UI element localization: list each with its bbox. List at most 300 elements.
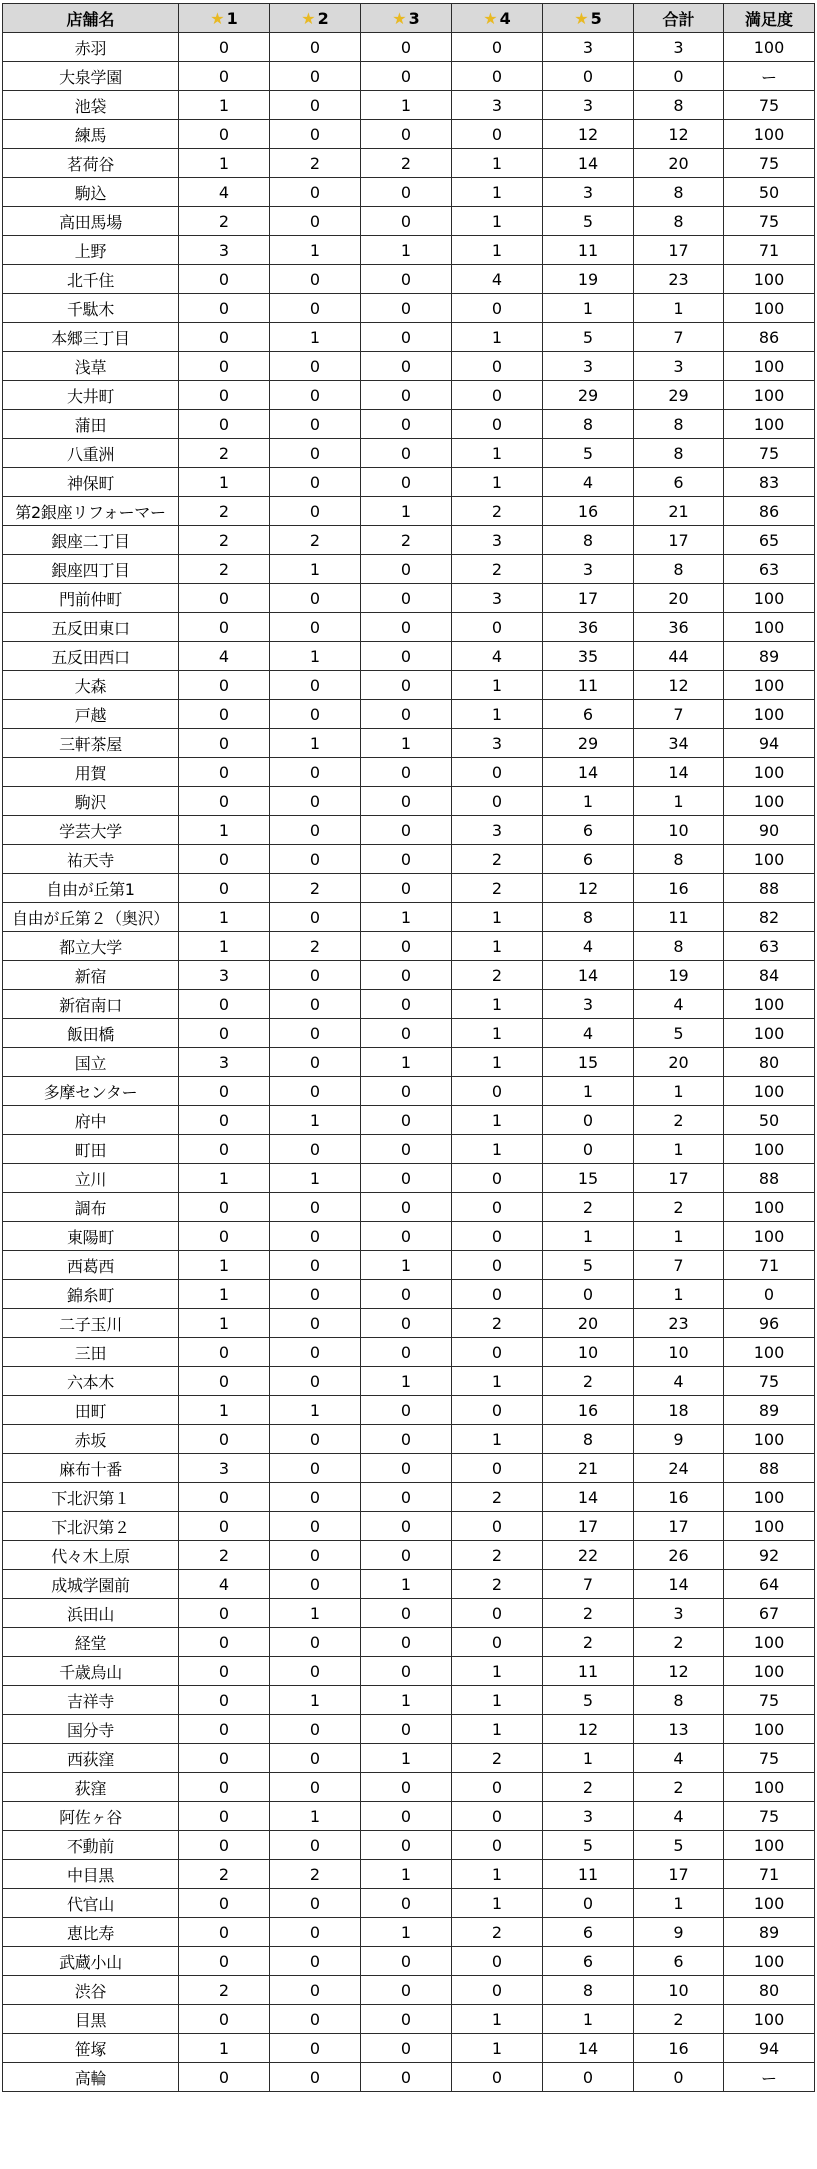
star-2-count: 0 xyxy=(270,120,361,149)
total-count: 2 xyxy=(634,1628,724,1657)
table-row xyxy=(3,323,815,352)
star-4-count: 1 xyxy=(452,236,543,265)
total-count: 10 xyxy=(634,1976,724,2005)
star-4-count: 0 xyxy=(452,33,543,62)
table-row xyxy=(3,1164,815,1193)
star-3-count: 0 xyxy=(361,1599,452,1628)
star-5-count: 6 xyxy=(543,1947,634,1976)
store-name: 西荻窪 xyxy=(3,1744,179,1773)
table-row xyxy=(3,1628,815,1657)
star-2-count: 0 xyxy=(270,468,361,497)
store-name: 下北沢第２ xyxy=(3,1512,179,1541)
table-row xyxy=(3,1657,815,1686)
star-1-count: 1 xyxy=(179,1396,270,1425)
store-name: 千歳烏山 xyxy=(3,1657,179,1686)
store-name: 用賀 xyxy=(3,758,179,787)
star-2-count: 0 xyxy=(270,410,361,439)
satisfaction-value: 80 xyxy=(724,1976,815,2005)
satisfaction-value: 100 xyxy=(724,1512,815,1541)
star-3-count: 0 xyxy=(361,1889,452,1918)
star-5-count: 14 xyxy=(543,149,634,178)
total-count: 5 xyxy=(634,1831,724,1860)
star-3-count: 0 xyxy=(361,1773,452,1802)
satisfaction-value: 100 xyxy=(724,410,815,439)
star-3-count: 2 xyxy=(361,526,452,555)
total-count: 18 xyxy=(634,1396,724,1425)
star-1-count: 2 xyxy=(179,555,270,584)
star-4-count: 1 xyxy=(452,1106,543,1135)
total-count: 8 xyxy=(634,91,724,120)
star-4-count: 0 xyxy=(452,294,543,323)
store-name: 都立大学 xyxy=(3,932,179,961)
store-name: 笹塚 xyxy=(3,2034,179,2063)
total-count: 5 xyxy=(634,1019,724,1048)
star-5-count: 3 xyxy=(543,352,634,381)
store-name: 高輪 xyxy=(3,2063,179,2092)
table-row xyxy=(3,1889,815,1918)
star-1-count: 0 xyxy=(179,1193,270,1222)
star-5-count: 17 xyxy=(543,1512,634,1541)
star-1-count: 0 xyxy=(179,381,270,410)
table-row xyxy=(3,1541,815,1570)
header-star-4 xyxy=(452,4,543,33)
star-1-count: 0 xyxy=(179,1947,270,1976)
satisfaction-value: ー xyxy=(724,2063,815,2092)
star-5-count: 1 xyxy=(543,2005,634,2034)
store-name: 経堂 xyxy=(3,1628,179,1657)
total-count: 12 xyxy=(634,1657,724,1686)
header-star-4-label: 4 xyxy=(499,8,511,28)
star-1-count: 0 xyxy=(179,1599,270,1628)
table-row xyxy=(3,1106,815,1135)
star-3-count: 0 xyxy=(361,1425,452,1454)
star-4-count: 0 xyxy=(452,1628,543,1657)
star-5-count: 0 xyxy=(543,1889,634,1918)
star-1-count: 2 xyxy=(179,1541,270,1570)
table-row xyxy=(3,468,815,497)
star-1-count: 0 xyxy=(179,1773,270,1802)
star-4-count: 2 xyxy=(452,961,543,990)
store-name: 麻布十番 xyxy=(3,1454,179,1483)
store-name: 三軒茶屋 xyxy=(3,729,179,758)
star-2-count: 1 xyxy=(270,236,361,265)
total-count: 8 xyxy=(634,555,724,584)
satisfaction-value: 100 xyxy=(724,1889,815,1918)
star-5-count: 4 xyxy=(543,1019,634,1048)
satisfaction-value: 100 xyxy=(724,700,815,729)
table-row xyxy=(3,758,815,787)
total-count: 16 xyxy=(634,874,724,903)
table-row xyxy=(3,990,815,1019)
star-3-count: 0 xyxy=(361,642,452,671)
star-5-count: 11 xyxy=(543,1657,634,1686)
satisfaction-value: 100 xyxy=(724,1831,815,1860)
star-5-count: 3 xyxy=(543,555,634,584)
star-3-count: 0 xyxy=(361,845,452,874)
star-4-count: 1 xyxy=(452,468,543,497)
star-2-count: 0 xyxy=(270,1715,361,1744)
star-2-count: 0 xyxy=(270,1048,361,1077)
total-count: 16 xyxy=(634,1483,724,1512)
star-2-count: 0 xyxy=(270,439,361,468)
star-3-count: 0 xyxy=(361,294,452,323)
table-row xyxy=(3,1367,815,1396)
satisfaction-value: 100 xyxy=(724,33,815,62)
star-4-count: 1 xyxy=(452,903,543,932)
total-count: 19 xyxy=(634,961,724,990)
satisfaction-value: 100 xyxy=(724,120,815,149)
total-count: 4 xyxy=(634,1744,724,1773)
store-name: 東陽町 xyxy=(3,1222,179,1251)
table-row xyxy=(3,1860,815,1889)
star-4-count: 0 xyxy=(452,613,543,642)
satisfaction-value: 100 xyxy=(724,1657,815,1686)
satisfaction-value: 100 xyxy=(724,584,815,613)
star-5-count: 0 xyxy=(543,1106,634,1135)
header-satisfaction: 満足度 xyxy=(724,4,815,33)
total-count: 21 xyxy=(634,497,724,526)
star-icon: ★ xyxy=(210,8,225,28)
star-4-count: 3 xyxy=(452,91,543,120)
table-row xyxy=(3,1396,815,1425)
table-row xyxy=(3,381,815,410)
star-4-count: 1 xyxy=(452,2005,543,2034)
star-icon: ★ xyxy=(392,8,407,28)
star-1-count: 1 xyxy=(179,468,270,497)
star-5-count: 12 xyxy=(543,874,634,903)
table-row xyxy=(3,410,815,439)
star-3-count: 0 xyxy=(361,1164,452,1193)
total-count: 16 xyxy=(634,2034,724,2063)
satisfaction-value: 100 xyxy=(724,1135,815,1164)
satisfaction-value: 100 xyxy=(724,352,815,381)
star-5-count: 3 xyxy=(543,178,634,207)
total-count: 20 xyxy=(634,584,724,613)
star-1-count: 1 xyxy=(179,1309,270,1338)
star-4-count: 1 xyxy=(452,990,543,1019)
table-row xyxy=(3,2063,815,2092)
star-5-count: 0 xyxy=(543,62,634,91)
star-3-count: 0 xyxy=(361,961,452,990)
star-1-count: 1 xyxy=(179,1280,270,1309)
header-star-5 xyxy=(543,4,634,33)
star-1-count: 2 xyxy=(179,439,270,468)
star-1-count: 1 xyxy=(179,149,270,178)
star-5-count: 12 xyxy=(543,120,634,149)
star-5-count: 20 xyxy=(543,1309,634,1338)
star-4-count: 1 xyxy=(452,1425,543,1454)
table-row xyxy=(3,1077,815,1106)
satisfaction-value: 88 xyxy=(724,1164,815,1193)
star-5-count: 5 xyxy=(543,1251,634,1280)
star-5-count: 11 xyxy=(543,671,634,700)
store-name: 学芸大学 xyxy=(3,816,179,845)
star-1-count: 4 xyxy=(179,178,270,207)
satisfaction-value: 100 xyxy=(724,758,815,787)
star-5-count: 14 xyxy=(543,2034,634,2063)
star-3-count: 1 xyxy=(361,91,452,120)
star-4-count: 0 xyxy=(452,62,543,91)
star-1-count: 0 xyxy=(179,1367,270,1396)
star-2-count: 0 xyxy=(270,207,361,236)
table-row xyxy=(3,1251,815,1280)
star-2-count: 0 xyxy=(270,1309,361,1338)
star-3-count: 0 xyxy=(361,671,452,700)
star-5-count: 6 xyxy=(543,845,634,874)
table-row xyxy=(3,787,815,816)
star-2-count: 0 xyxy=(270,1512,361,1541)
star-2-count: 0 xyxy=(270,1222,361,1251)
total-count: 0 xyxy=(634,2063,724,2092)
satisfaction-value: 100 xyxy=(724,787,815,816)
star-4-count: 4 xyxy=(452,265,543,294)
star-3-count: 1 xyxy=(361,497,452,526)
store-name: 下北沢第１ xyxy=(3,1483,179,1512)
star-1-count: 0 xyxy=(179,1831,270,1860)
star-2-count: 0 xyxy=(270,1193,361,1222)
star-1-count: 0 xyxy=(179,787,270,816)
table-row xyxy=(3,526,815,555)
star-4-count: 3 xyxy=(452,584,543,613)
star-3-count: 0 xyxy=(361,1512,452,1541)
star-2-count: 0 xyxy=(270,1570,361,1599)
satisfaction-value: 88 xyxy=(724,874,815,903)
star-4-count: 0 xyxy=(452,758,543,787)
satisfaction-value: 64 xyxy=(724,1570,815,1599)
satisfaction-value: 67 xyxy=(724,1599,815,1628)
store-name: 調布 xyxy=(3,1193,179,1222)
star-2-count: 0 xyxy=(270,990,361,1019)
satisfaction-value: 75 xyxy=(724,149,815,178)
star-1-count: 3 xyxy=(179,961,270,990)
total-count: 6 xyxy=(634,1947,724,1976)
total-count: 3 xyxy=(634,1599,724,1628)
store-name: 大森 xyxy=(3,671,179,700)
star-4-count: 1 xyxy=(452,178,543,207)
star-5-count: 11 xyxy=(543,1860,634,1889)
star-5-count: 14 xyxy=(543,1483,634,1512)
table-row xyxy=(3,91,815,120)
star-3-count: 0 xyxy=(361,613,452,642)
store-name: 銀座二丁目 xyxy=(3,526,179,555)
star-4-count: 0 xyxy=(452,1193,543,1222)
total-count: 1 xyxy=(634,1135,724,1164)
star-2-count: 0 xyxy=(270,1135,361,1164)
total-count: 12 xyxy=(634,671,724,700)
satisfaction-value: 94 xyxy=(724,729,815,758)
store-name: 戸越 xyxy=(3,700,179,729)
total-count: 2 xyxy=(634,1773,724,1802)
store-name: 祐天寺 xyxy=(3,845,179,874)
satisfaction-value: 84 xyxy=(724,961,815,990)
store-name: 立川 xyxy=(3,1164,179,1193)
star-4-count: 1 xyxy=(452,1860,543,1889)
star-5-count: 3 xyxy=(543,91,634,120)
star-3-count: 0 xyxy=(361,1019,452,1048)
star-4-count: 1 xyxy=(452,149,543,178)
star-2-count: 0 xyxy=(270,91,361,120)
star-2-count: 0 xyxy=(270,584,361,613)
total-count: 17 xyxy=(634,236,724,265)
satisfaction-value: 100 xyxy=(724,294,815,323)
star-4-count: 0 xyxy=(452,410,543,439)
total-count: 1 xyxy=(634,294,724,323)
star-3-count: 0 xyxy=(361,1338,452,1367)
satisfaction-value: 50 xyxy=(724,1106,815,1135)
star-4-count: 0 xyxy=(452,1077,543,1106)
star-1-count: 2 xyxy=(179,526,270,555)
star-4-count: 0 xyxy=(452,1976,543,2005)
star-5-count: 5 xyxy=(543,323,634,352)
star-5-count: 8 xyxy=(543,1976,634,2005)
star-5-count: 4 xyxy=(543,468,634,497)
star-3-count: 0 xyxy=(361,1106,452,1135)
star-1-count: 0 xyxy=(179,1222,270,1251)
star-1-count: 0 xyxy=(179,700,270,729)
star-4-count: 2 xyxy=(452,497,543,526)
star-5-count: 0 xyxy=(543,1280,634,1309)
star-1-count: 0 xyxy=(179,2063,270,2092)
star-4-count: 1 xyxy=(452,1135,543,1164)
total-count: 4 xyxy=(634,990,724,1019)
star-3-count: 0 xyxy=(361,2005,452,2034)
total-count: 1 xyxy=(634,787,724,816)
star-3-count: 0 xyxy=(361,120,452,149)
total-count: 8 xyxy=(634,1686,724,1715)
satisfaction-value: 94 xyxy=(724,2034,815,2063)
star-2-count: 0 xyxy=(270,178,361,207)
table-row xyxy=(3,1599,815,1628)
store-name: 多摩センター xyxy=(3,1077,179,1106)
star-4-count: 2 xyxy=(452,1744,543,1773)
star-5-count: 22 xyxy=(543,1541,634,1570)
store-name: 銀座四丁目 xyxy=(3,555,179,584)
star-2-count: 0 xyxy=(270,1541,361,1570)
star-3-count: 0 xyxy=(361,1222,452,1251)
star-1-count: 4 xyxy=(179,642,270,671)
star-1-count: 1 xyxy=(179,932,270,961)
header-total: 合計 xyxy=(634,4,724,33)
store-name: 門前仲町 xyxy=(3,584,179,613)
star-2-count: 0 xyxy=(270,1019,361,1048)
star-2-count: 0 xyxy=(270,613,361,642)
total-count: 23 xyxy=(634,1309,724,1338)
star-3-count: 0 xyxy=(361,1280,452,1309)
star-2-count: 0 xyxy=(270,1077,361,1106)
store-name: 赤羽 xyxy=(3,33,179,62)
header-star-5-label: 5 xyxy=(590,8,602,28)
satisfaction-value: 96 xyxy=(724,1309,815,1338)
star-3-count: 1 xyxy=(361,1860,452,1889)
star-2-count: 0 xyxy=(270,352,361,381)
satisfaction-value: 82 xyxy=(724,903,815,932)
satisfaction-value: 83 xyxy=(724,468,815,497)
star-4-count: 0 xyxy=(452,120,543,149)
star-5-count: 21 xyxy=(543,1454,634,1483)
satisfaction-value: 86 xyxy=(724,323,815,352)
table-row xyxy=(3,816,815,845)
star-3-count: 0 xyxy=(361,816,452,845)
star-2-count: 0 xyxy=(270,1338,361,1367)
star-1-count: 0 xyxy=(179,62,270,91)
table-row xyxy=(3,1831,815,1860)
star-1-count: 4 xyxy=(179,1570,270,1599)
satisfaction-value: 100 xyxy=(724,381,815,410)
total-count: 23 xyxy=(634,265,724,294)
star-3-count: 0 xyxy=(361,1454,452,1483)
satisfaction-value: 89 xyxy=(724,642,815,671)
satisfaction-value: 75 xyxy=(724,1686,815,1715)
star-1-count: 0 xyxy=(179,1425,270,1454)
store-rating-table-container xyxy=(2,3,814,2092)
store-name: 自由が丘第２（奥沢） xyxy=(3,903,179,932)
star-5-count: 10 xyxy=(543,1338,634,1367)
table-row xyxy=(3,1048,815,1077)
header-row xyxy=(3,4,815,33)
star-4-count: 2 xyxy=(452,874,543,903)
total-count: 6 xyxy=(634,468,724,497)
star-4-count: 0 xyxy=(452,1599,543,1628)
header-star-2 xyxy=(270,4,361,33)
star-2-count: 1 xyxy=(270,1599,361,1628)
star-3-count: 0 xyxy=(361,2034,452,2063)
store-name: 五反田西口 xyxy=(3,642,179,671)
satisfaction-value: 63 xyxy=(724,555,815,584)
table-row xyxy=(3,1135,815,1164)
satisfaction-value: 100 xyxy=(724,1077,815,1106)
total-count: 7 xyxy=(634,323,724,352)
store-name: 代々木上原 xyxy=(3,1541,179,1570)
star-2-count: 0 xyxy=(270,816,361,845)
star-2-count: 0 xyxy=(270,62,361,91)
star-2-count: 0 xyxy=(270,2005,361,2034)
table-row xyxy=(3,613,815,642)
table-row xyxy=(3,1918,815,1947)
star-3-count: 0 xyxy=(361,468,452,497)
satisfaction-value: ー xyxy=(724,62,815,91)
total-count: 1 xyxy=(634,1889,724,1918)
star-5-count: 1 xyxy=(543,787,634,816)
star-2-count: 0 xyxy=(270,497,361,526)
star-4-count: 2 xyxy=(452,1570,543,1599)
star-1-count: 0 xyxy=(179,845,270,874)
star-1-count: 0 xyxy=(179,2005,270,2034)
table-row xyxy=(3,1686,815,1715)
star-2-count: 0 xyxy=(270,1947,361,1976)
star-4-count: 1 xyxy=(452,932,543,961)
total-count: 13 xyxy=(634,1715,724,1744)
star-2-count: 0 xyxy=(270,294,361,323)
star-3-count: 1 xyxy=(361,1918,452,1947)
star-3-count: 0 xyxy=(361,33,452,62)
table-row xyxy=(3,642,815,671)
star-2-count: 0 xyxy=(270,700,361,729)
store-name: 練馬 xyxy=(3,120,179,149)
star-3-count: 0 xyxy=(361,1135,452,1164)
header-star-3-label: 3 xyxy=(408,8,420,28)
star-4-count: 1 xyxy=(452,207,543,236)
star-2-count: 0 xyxy=(270,1251,361,1280)
star-3-count: 0 xyxy=(361,990,452,1019)
star-1-count: 0 xyxy=(179,1512,270,1541)
star-3-count: 0 xyxy=(361,584,452,613)
star-2-count: 1 xyxy=(270,1802,361,1831)
star-5-count: 6 xyxy=(543,700,634,729)
store-name: 蒲田 xyxy=(3,410,179,439)
star-3-count: 0 xyxy=(361,1628,452,1657)
store-name: 飯田橋 xyxy=(3,1019,179,1048)
satisfaction-value: 100 xyxy=(724,845,815,874)
